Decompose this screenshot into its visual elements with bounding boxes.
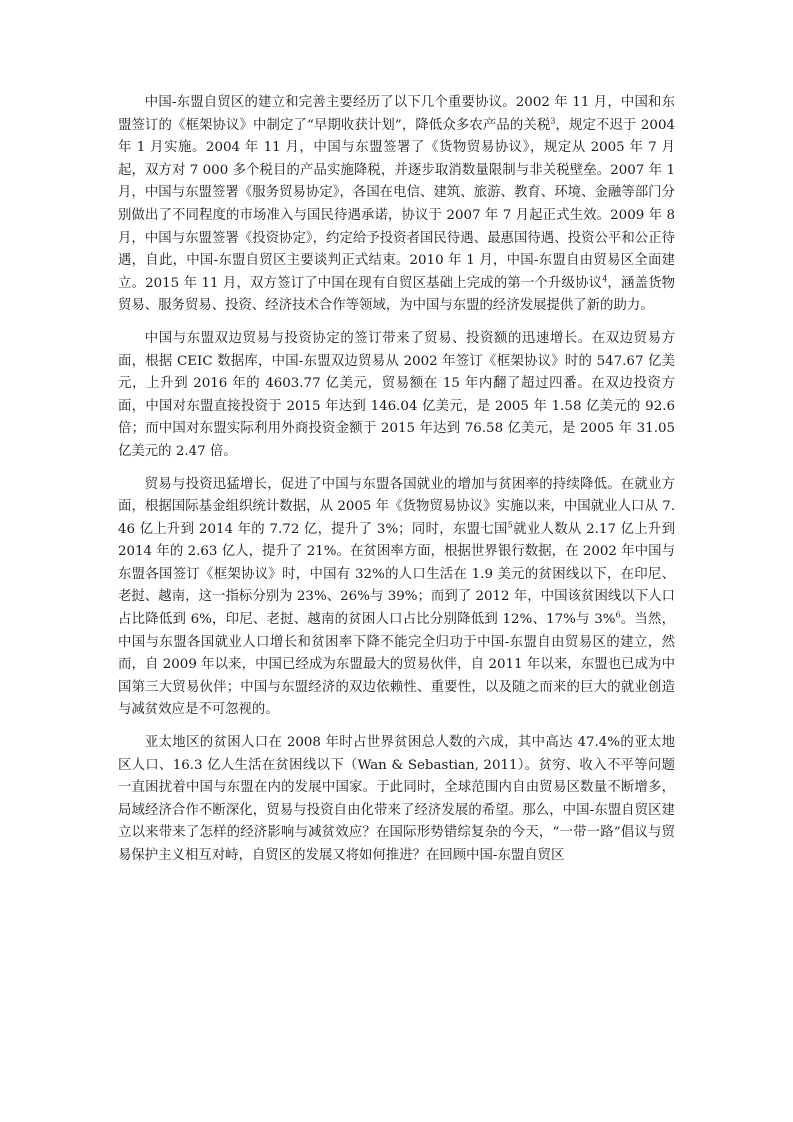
paragraph-text: ，规定不迟于 2004 年 1 月实施。2004 年 11 月，中国与东盟签署了《货物贸易协议》，规定从 2005 年 7 月起，双方对 7 000 多个税目的产品实施降税，并逐步取消数量限制与非关税壁垒。2007 年 1 月，中国与东盟签署《服务贸易协定》，各国在电信、建筑、旅游、教育、环境、金融等部门分别做出了不同程度的市场准入与国民待遇承诺，协议于 2007 年 7 月起正式生效。2009 年 8 月，中国与东盟签署《投资协定》，约定给予投资者国民待遇、最惠国待遇、投资公平和公正待遇，自此，中国-东盟自贸区主要谈判正式结束。2010 年 1 月，中国-东盟自由贸易区全面建立。2015 年 11 月，双方签订了中国在现有自贸区基础上完成的第一个升级协议 [118, 117, 675, 291]
footnote-marker: 6 [615, 610, 621, 620]
footnote-marker: 4 [602, 274, 608, 284]
paragraph [118, 92, 675, 318]
paragraph-text: ，涵盖货物贸易、服务贸易、投资、经济技术合作等领域，为中国与东盟的经济发展提供了新的助力。 [118, 275, 675, 314]
paragraph-text: 。当然，中国与东盟各国就业人口增长和贫困率下降不能完全归功于中国-东盟自由贸易区的建立，然而，自 2009 年以来，中国已经成为东盟最大的贸易伙伴，自 2011 年以来，东盟也已成为中国第三大贸易伙伴；中国与东盟经济的双边依赖性、重要性，以及随之而来的巨大的就业创造与减贫效应是不可忽视的。 [118, 612, 676, 718]
paragraph-text: 亚太地区的贫困人口在 2008 年时占世界贫困总人数的六成，其中高达 47.4%的亚太地区人口、16.3 亿人生活在贫困线以下（Wan & Sebastian, 2011）。贫穷、收入不平等问题一直困扰着中国与东盟在内的发展中国家。于此同时，全球范围内自由贸易区数量不断增多，局域经济合作不断深化，贸易与投资自由化带来了经济发展的希望。那么，中国-东盟自贸区建立以来带来了怎样的经济影响与减贫效应？在国际形势错综复杂的今天，“一带一路”倡议与贸易保护主义相互对峙，自贸区的发展又将如何推进？在回顾中国-东盟自贸区 [118, 735, 675, 863]
footnote-marker: 5 [507, 520, 513, 530]
paragraph [118, 732, 675, 868]
footnote-marker: 3 [550, 116, 556, 126]
paragraph-text: 贸易与投资迅猛增长，促进了中国与东盟各国就业的增加与贫困率的持续降低。在就业方面，根据国际基金组织统计数据，从 2005 年《货物贸易协议》实施以来，中国就业人口从 7.46 亿上升到 2014 年的 7.72 亿，提升了 3%；同时，东盟七国 [118, 476, 675, 537]
paragraph-text: 中国-东盟自贸区的建立和完善主要经历了以下几个重要协议。2002 年 11 月，中国和东盟签订的《框架协议》中制定了“早期收获计划”，降低众多农产品的关税 [118, 95, 675, 133]
paragraph-text: 就业人数从 2.17 亿上升到 2014 年的 2.63 亿人，提升了 21%。在贫困率方面，根据世界银行数据，在 2002 年中国与东盟各国签订《框架协议》时，中国有 32%的人口生活在 1.9 美元的贫困线以下，在印尼、老挝、越南，这一指标分别为 23%、26%与 39%；而到了 2012 年，中国该贫困线以下人口占比降低到 6%，印尼、老挝、越南的贫困人口占比分别降低到 12%、17%与 3% [118, 521, 676, 628]
paragraph [118, 474, 675, 723]
paragraph [118, 328, 675, 464]
document-body [118, 92, 675, 878]
paragraph-text: 中国与东盟双边贸易与投资协定的签订带来了贸易、投资额的迅速增长。在双边贸易方面，根据 CEIC 数据库，中国-东盟双边贸易从 2002 年签订《框架协议》时的 547.67 亿美元，上升到 2016 年的 4603.77 亿美元，贸易额在 15 年内翻了超过四番。在双边投资方面，中国对东盟直接投资于 2015 年达到 146.04 亿美元，是 2005 年 1.58 亿美元的 92.6 倍；而中国对东盟实际利用外商投资金额于 2015 年达到 76.58 亿美元，是 2005 年 31.05 亿美元的 2.47 倍。 [118, 330, 675, 459]
